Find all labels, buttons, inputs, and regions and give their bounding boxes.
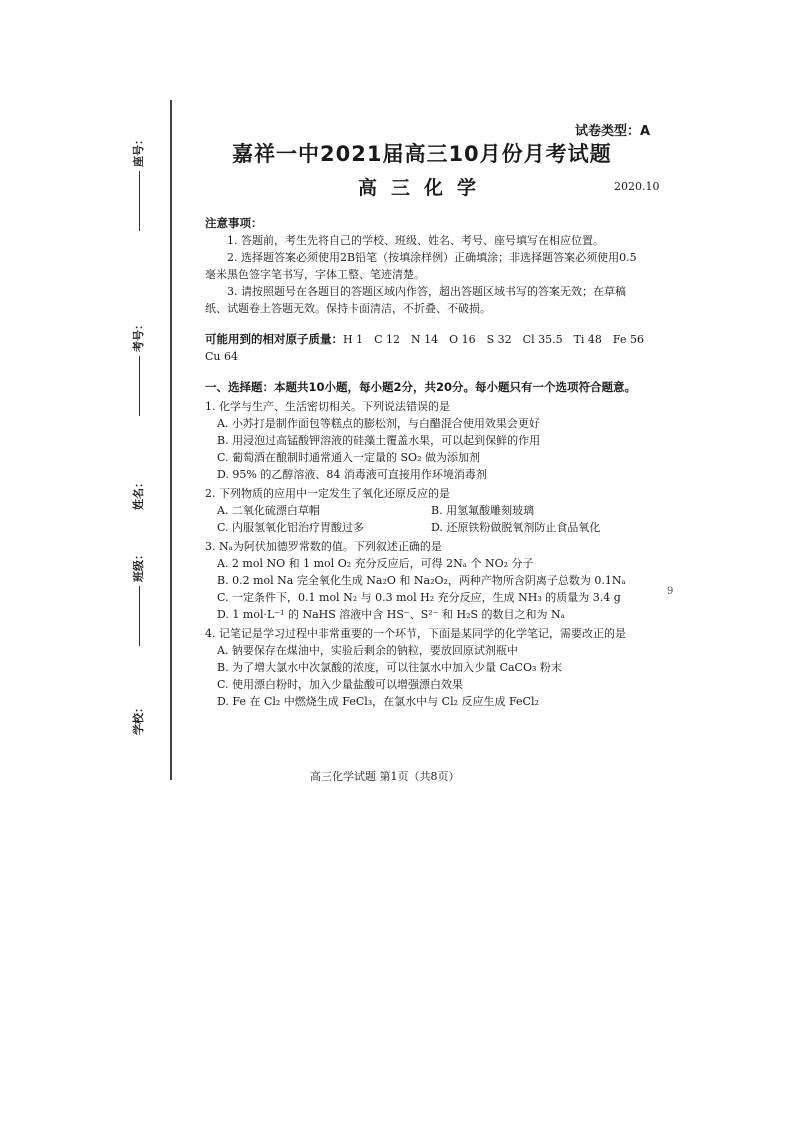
question-1 xyxy=(205,398,645,483)
atomic-mass-values: H 1 C 12 N 14 O 16 S 32 Cl 35.5 Ti 48 Fe 56 Cu 64 xyxy=(205,333,655,363)
option-row xyxy=(205,519,645,536)
option-d: D. Fe 在 Cl₂ 中燃烧生成 FeCl₃，在氯水中与 Cl₂ 反应生成 FeCl₂ xyxy=(217,695,539,708)
option-c: C. 一定条件下，0.1 mol N₂ 与 0.3 mol H₂ 充分反应，生成 NH₃ 的质量为 3.4 g xyxy=(217,591,621,604)
atomic-mass xyxy=(205,331,655,365)
school-field xyxy=(130,702,146,735)
question-stem: 1. 化学与生产、生活密切相关。下列说法错误的是 xyxy=(205,400,450,413)
class-blank xyxy=(138,586,140,646)
seat-blank xyxy=(138,171,140,231)
option-a: A. 钠要保存在煤油中，实验后剩余的钠粒，要放回原试剂瓶中 xyxy=(217,644,518,657)
exam-content xyxy=(205,215,655,710)
option-row xyxy=(205,502,645,519)
option-b: B. 用氢氟酸雕刻玻璃 xyxy=(431,504,535,517)
exam-no-field xyxy=(130,319,146,420)
exam-type: 试卷类型：A xyxy=(574,124,650,139)
question-stem: 2. 下列物质的应用中一定发生了氧化还原反应的是 xyxy=(205,487,450,500)
option-b: B. 为了增大氯水中次氯酸的浓度，可以往氯水中加入少量 CaCO₃ 粉末 xyxy=(217,661,562,674)
page-footer: 高三化学试题 第1页（共8页） xyxy=(310,770,460,783)
section-heading: 一、选择题：本题共10小题，每小题2分，共20分。每小题只有一个选项符合题意。 xyxy=(205,380,637,394)
name-label: 姓名： xyxy=(132,477,145,510)
option-d: D. 95% 的乙醇溶液、84 消毒液可直接用作环境消毒剂 xyxy=(217,468,487,481)
option-d: D. 1 mol·L⁻¹ 的 NaHS 溶液中含 HS⁻、S²⁻ 和 H₂S 的数目之和为 Nₐ xyxy=(217,608,565,621)
option-c: C. 内服氢氧化铝治疗胃酸过多 xyxy=(217,521,365,534)
notice-heading: 注意事项： xyxy=(205,216,263,230)
notice-item: 1. 答题前，考生先将自己的学校、班级、姓名、考号、座号填写在相应位置。 xyxy=(227,234,604,247)
class-label: 班级： xyxy=(132,549,145,582)
question-4 xyxy=(205,625,645,710)
question-stem: 4. 记笔记是学习过程中非常重要的一个环节，下面是某同学的化学笔记，需要改正的是 xyxy=(205,627,626,640)
exam-no-label: 考号： xyxy=(132,319,145,352)
subject-title: 高三化学 xyxy=(358,177,491,199)
exam-date: 2020.10 xyxy=(614,180,660,193)
atomic-mass-label: 可能用到的相对原子质量： xyxy=(205,332,343,346)
notice-section xyxy=(205,215,645,317)
option-a: A. 2 mol NO 和 1 mol O₂ 充分反应后，可得 2Nₐ 个 NO₂ 分子 xyxy=(217,557,534,570)
school-label: 学校： xyxy=(132,702,145,735)
name-field xyxy=(130,477,146,510)
option-c: C. 使用漂白粉时，加入少量盐酸可以增强漂白效果 xyxy=(217,678,464,691)
exam-title: 嘉祥一中2021届高三10月份月考试题 xyxy=(232,142,612,166)
notice-item: 3. 请按照题号在各题目的答题区域内作答，超出答题区域书写的答案无效；在草稿纸、试题卷上答题无效。保持卡面清洁，不折叠、不破损。 xyxy=(205,285,626,315)
option-a: A. 小苏打是制作面包等糕点的膨松剂，与白醋混合使用效果会更好 xyxy=(217,417,540,430)
class-field xyxy=(130,549,146,650)
question-2 xyxy=(205,485,645,536)
seat-field xyxy=(130,134,146,235)
side-mark: 9 xyxy=(667,586,674,597)
question-3 xyxy=(205,538,645,623)
notice-item: 2. 选择题答案必须使用2B铅笔（按填涂样例）正确填涂；非选择题答案必须使用0.5毫米黑色签字笔书写，字体工整、笔迹清楚。 xyxy=(205,251,637,281)
seat-label: 座号： xyxy=(132,134,145,167)
option-c: C. 葡萄酒在酿制时通常通入一定量的 SO₂ 做为添加剂 xyxy=(217,451,480,464)
option-b: B. 0.2 mol Na 完全氧化生成 Na₂O 和 Na₂O₂，两种产物所含阴离子总数为 0.1Nₐ xyxy=(217,574,626,587)
option-d: D. 还原铁粉做脱氧剂防止食品氧化 xyxy=(431,521,601,534)
question-stem: 3. Nₐ为阿伏加德罗常数的值。下列叙述正确的是 xyxy=(205,540,442,553)
binding-line xyxy=(170,100,172,780)
option-a: A. 二氧化硫漂白草帽 xyxy=(217,504,320,517)
option-b: B. 用浸泡过高锰酸钾溶液的硅藻土覆盖水果，可以起到保鲜的作用 xyxy=(217,434,541,447)
exam-no-blank xyxy=(138,356,140,416)
